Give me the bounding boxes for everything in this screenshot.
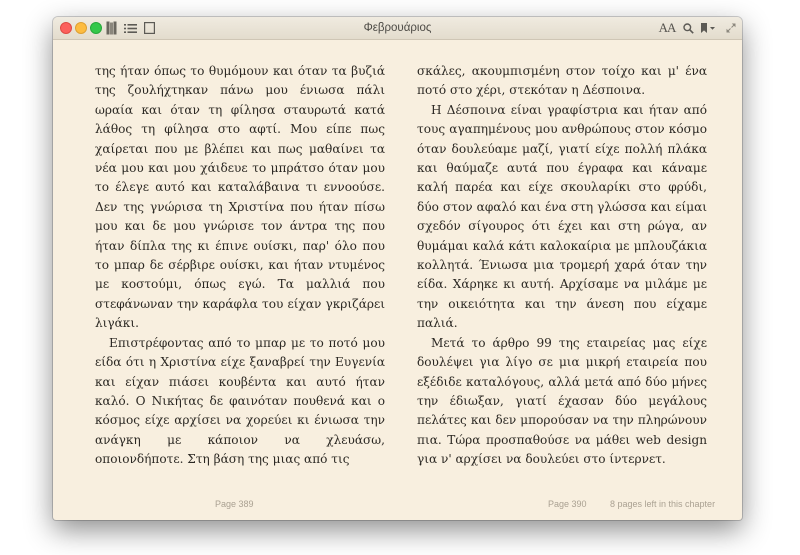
title-bar: [53, 17, 742, 40]
ibooks-window: [53, 17, 742, 520]
left-page-number: Page 389: [215, 499, 254, 509]
bookmark-icon[interactable]: [699, 20, 717, 36]
paragraph: της ήταν όπως το θυμόμουν και όταν τα βυζιά της ζουλήχτηκαν πάνω μου ένιωσα πάλι ωραία και όταν τη φίλησα σταυρωτά κατά λάθος τη φίλησα στο αφτί. Μου είπε πως χαίρεται που με βλέπει και πως μαθαίνει τα νέα μου και μου χάιδευε το μπράτσο όταν μου το έλεγε αυτό και καταλάβαινα τι εννοούσε. Δεν της γνώρισα τη Χριστίνα που ήταν πίσω μου και δε μου γνώρισε τον άντρα της που ήταν δίπλα της κι έπινε ουίσκι, παρ' όλο που το μπαρ δε σέρβιρε ουίσκι, και ήταν ντυμένος με κοστούμι, όπως εγώ. Τα μαλλιά που στεφάνωναν την καράφλα του είχαν γκριζάρει λιγάκι.: [95, 64, 385, 331]
left-page-text: [95, 62, 385, 470]
paragraph: σκάλες, ακουμπισμένη στον τοίχο και μ' ένα ποτό στο χέρι, στεκόταν η Δέσποινα.: [417, 64, 707, 98]
font-size-icon[interactable]: [657, 20, 677, 36]
right-page-number: Page 390: [548, 499, 587, 509]
window-title: Φεβρουάριος: [363, 22, 432, 34]
chapter-status: 8 pages left in this chapter: [610, 499, 716, 509]
search-icon[interactable]: [682, 20, 694, 36]
right-page-text: [417, 62, 707, 470]
paragraph: Η Δέσποινα είναι γραφίστρια και ήταν από τους αγαπημένους μου ανθρώπους στον κόσμο όταν δουλεύαμε μαζί, γιατί είχε πολλή πλάκα και θαύμαζε αυτά που έγραφα και κάναμε καλή παρέα και είχε σκουλαρίκι στο φρύδι, δύο στον αφαλό και ένα στη γλώσσα και είμαι σχεδόν σίγουρος ότι έχει και στη ρώγα, αν θυμάμαι καλά κάτι καλοκαίρια με μπλουζάκια κολλητά. Ένιωσα μια τρομερή χαρά όταν την είδα. Χάρηκε κι αυτή. Αρχίσαμε να μιλάμε με την οικειότητα και την άνεση που είχαμε παλιά.: [417, 102, 707, 331]
paragraph: Μετά το άρθρο 99 της εταιρείας μας είχε δουλέψει για λίγο σε μια μικρή εταιρεία που εξέδιδε καταλόγους, αλλά μετά από δύο μήνες την έδιωξαν, γιατί έχασαν δύο μεγάλους πελάτες και δεν μπορούσαν να την πληρώνουν πια. Τώρα προσπαθούσε να μάθει web design για ν' αρχίσει να δουλεύει στο ίντερνετ.: [417, 335, 707, 467]
paragraph: Επιστρέφοντας από το μπαρ με το ποτό μου είδα ότι η Χριστίνα είχε ξαναβρεί την Ευγενία και είχαν πιάσει κουβέντα και αυτό ήταν καλό. Ο Νικήτας δε φαινόταν πουθενά και ο κόσμος είχε αρχίσει να χορεύει κι ένιωσα την ανάγκη με κάποιον να χλευάσω, οποιονδήποτε. Στη βάση της μιας από τις: [95, 335, 385, 467]
font-size-label: AA: [658, 20, 676, 35]
fullscreen-icon[interactable]: [725, 20, 737, 36]
